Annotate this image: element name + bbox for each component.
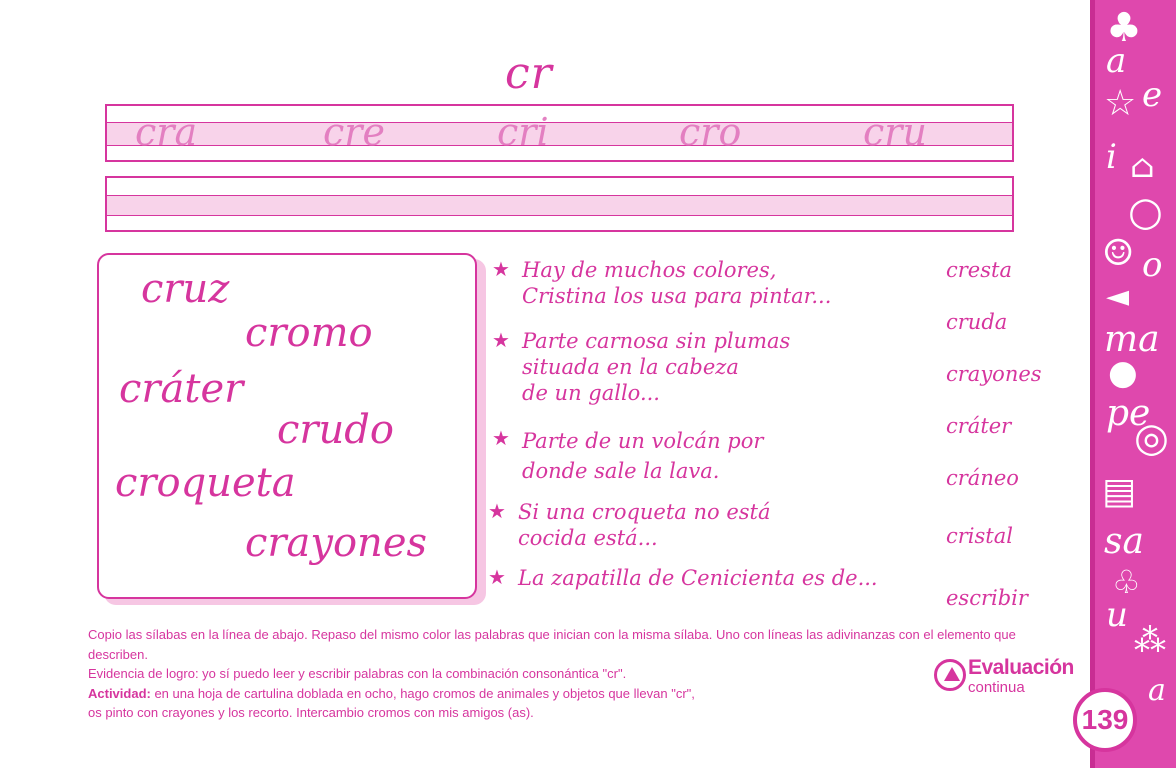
practice-writing-line[interactable] [105,176,1014,232]
ball-icon: ◎ [1134,415,1169,461]
igloo-icon: ⌂ [1130,147,1155,185]
achievement-evidence: Evidencia de logro: yo sí puedo leer y escribir palabras con la combinación consonántica "cr". [88,666,627,681]
riddle-1[interactable]: ★ Hay de muchos colores, Cristina los usa para pintar... [492,257,832,308]
syllable-cra: cra [135,110,198,154]
syllable-cri: cri [497,110,549,154]
apple-icon: ● [1108,353,1138,393]
activity-line-2: os pinto con crayones y los recorto. Intercambio cromos con mis amigos (as). [88,705,534,720]
answer-crayones[interactable]: crayones [946,362,1042,386]
answer-cresta[interactable]: cresta [946,258,1012,282]
evaluacion-badge: Evaluación continua [934,656,1074,696]
answer-escribir[interactable]: escribir [946,586,1028,610]
answer-cristal[interactable]: cristal [946,524,1013,548]
star-icon: ★ [488,499,506,523]
header-syllable: cr [505,48,553,99]
star-icon: ★ [492,257,510,281]
riddle-4[interactable]: ★ Si una croqueta no está cocida está... [488,499,771,550]
syllable-cru: cru [863,110,927,154]
grapes-icon: ⁂ [1134,621,1166,659]
word-cromo[interactable]: cromo [245,310,373,356]
page-number: 139 [1073,688,1137,752]
word-cruz[interactable]: cruz [141,266,230,312]
activity-line: Actividad: en una hoja de cartulina doblada en ocho, hago cromos de animales y objetos que llevan "cr", [88,685,695,701]
decorative-sidebar: ♣ a ☆ e i ⌂ ○ ☺ o ◄ ma ● pe ◎ ▤ sa ♧ u ⁂ a [1090,0,1176,768]
syllable-writing-line [105,104,1014,162]
riddle-2[interactable]: ★ Parte carnosa sin plumas situada en la cabeza de un gallo... [492,328,791,405]
bear-icon: ☺ [1102,233,1135,274]
star-icon: ★ [492,328,510,352]
instructions [88,625,1048,723]
evaluation-logo-icon [934,659,966,691]
word-crayones[interactable]: crayones [245,520,428,566]
star-icon: ★ [488,565,506,589]
star-icon: ☆ [1104,83,1137,124]
riddle-3[interactable]: ★ Parte de un volcán por donde sale la lava. [492,426,764,483]
answer-crater[interactable]: cráter [946,414,1012,438]
word-crater[interactable]: cráter [119,366,244,412]
frog-icon: ♧ [1112,563,1141,601]
instructions-line: Copio las sílabas en la línea de abajo. Repaso del mismo color las palabras que inician con la misma sílaba. Uno con líneas las adivinanzas con el elemento que describen. [88,627,1016,662]
book-icon: ▤ [1102,471,1137,512]
word-croqueta[interactable]: croqueta [115,460,296,506]
answer-craneo[interactable]: cráneo [946,466,1019,490]
syllable-cro: cro [679,110,742,154]
star-icon: ★ [492,426,510,450]
answer-cruda[interactable]: cruda [946,310,1008,334]
word-crudo[interactable]: crudo [277,407,394,453]
syllable-cre: cre [323,110,385,154]
tree-icon: ♣ [1106,5,1142,51]
speech-bubble-icon: ○ [1128,189,1163,235]
word-box [97,253,477,599]
riddle-5[interactable]: ★ La zapatilla de Cenicienta es de... [488,565,878,590]
megaphone-icon: ◄ [1106,279,1130,314]
